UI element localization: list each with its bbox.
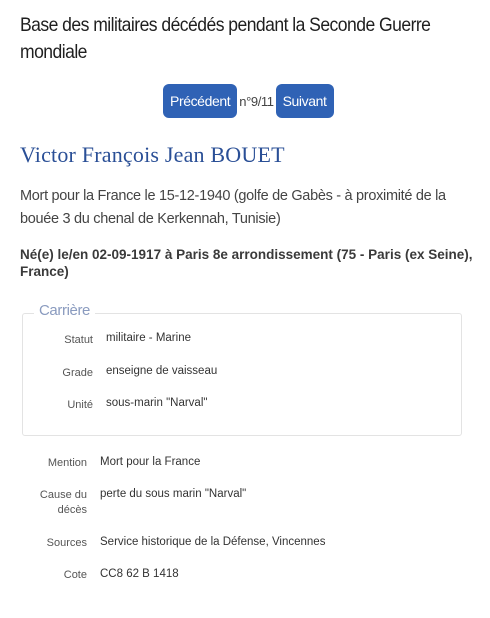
cote-value: CC8 62 B 1418 [100,568,179,580]
cause-label: Cause du décès [39,489,87,516]
unite-value: sous-marin "Narval" [106,397,208,409]
unite-label: Unité [67,399,93,411]
sources-label: Sources [46,537,87,549]
statut-label: Statut [64,334,93,346]
mention-label: Mention [47,457,87,469]
person-name: Victor François Jean BOUET [20,142,285,167]
page-title: Base des militaires décédés pendant la Seconde Guerre mondiale [20,14,431,63]
next-button[interactable]: Suivant [276,84,334,118]
record-pager [163,84,334,118]
career-row-unite [22,398,207,413]
record-position: n°9/11 [239,93,274,109]
sources-value: Service historique de la Défense, Vincennes [100,536,326,548]
birth-info: Né(e) le/en 02-09-1917 à Paris 8e arrondissement (75 - Paris (ex Seine), France) [20,247,473,279]
career-row-grade [22,366,217,381]
detail-row-sources [20,536,325,551]
death-info: Mort pour la France le 15-12-1940 (golfe de Gabès - à proximité de la bouée 3 du chenal de Kerkennah, Tunisie) [20,188,446,227]
career-row-statut [22,333,191,348]
career-legend: Carrière [34,302,95,319]
detail-row-cote [20,568,179,583]
grade-value: enseigne de vaisseau [106,365,218,377]
mention-value: Mort pour la France [100,456,201,468]
detail-row-cause [20,488,246,518]
detail-row-mention [20,456,200,471]
previous-button[interactable]: Précédent [163,84,237,118]
statut-value: militaire - Marine [106,332,191,344]
grade-label: Grade [62,367,93,379]
cause-value: perte du sous marin "Narval" [100,488,247,500]
cote-label: Cote [63,569,87,581]
